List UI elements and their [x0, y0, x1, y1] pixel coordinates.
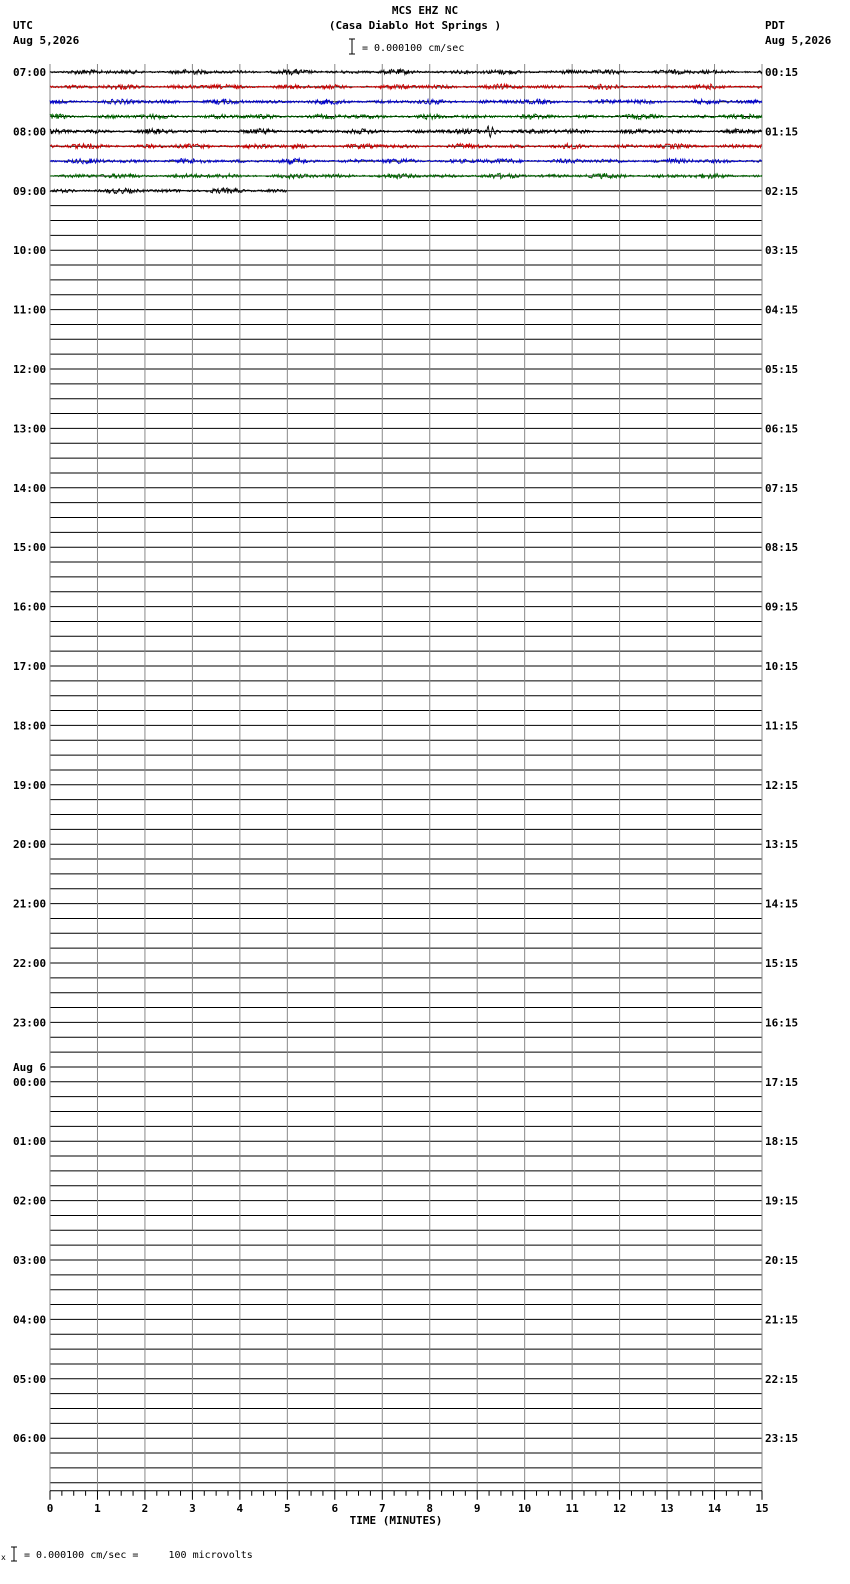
right-date: Aug 5,2026: [765, 34, 832, 47]
pdt-hour-label: 03:15: [765, 244, 799, 258]
station-title: MCS EHZ NC: [391, 4, 459, 17]
x-tick-label: 15: [755, 1501, 769, 1515]
pdt-hour-label: 00:15: [765, 66, 799, 79]
pdt-hour-label: 19:15: [765, 1194, 799, 1208]
utc-hour-label: 07:00: [13, 66, 47, 79]
utc-hour-label: 08:00: [13, 125, 47, 139]
footer-scale-text: = 0.000100 cm/sec = 100 microvolts: [24, 1550, 253, 1561]
utc-hour-label: 17:00: [13, 660, 47, 673]
pdt-hour-label: 17:15: [765, 1075, 799, 1089]
x-axis-label: TIME (MINUTES): [349, 1513, 443, 1527]
utc-hour-label: 23:00: [13, 1016, 47, 1030]
utc-hour-label: 02:00: [13, 1194, 47, 1208]
pdt-hour-label: 21:15: [765, 1313, 799, 1327]
x-tick-label: 6: [331, 1501, 339, 1515]
pdt-hour-label: 14:15: [765, 897, 799, 911]
utc-hour-label: 15:00: [13, 541, 47, 555]
x-tick-label: 7: [378, 1501, 386, 1515]
trace-row-8: [50, 188, 287, 194]
x-tick-label: 2: [141, 1501, 149, 1515]
x-tick-label: 8: [426, 1501, 434, 1515]
footer-scale-icon: [11, 1547, 17, 1561]
pdt-hour-label: 23:15: [765, 1432, 799, 1446]
x-tick-label: 14: [707, 1501, 722, 1515]
x-tick-label: 4: [236, 1501, 244, 1515]
date-change-label: Aug 6: [13, 1060, 47, 1074]
pdt-hour-label: 02:15: [765, 184, 799, 198]
pdt-hour-label: 16:15: [765, 1016, 799, 1030]
utc-hour-label: 11:00: [13, 303, 47, 317]
utc-hour-label: 14:00: [13, 481, 47, 495]
trace-row-6: [50, 158, 762, 163]
utc-hour-label: 19:00: [13, 778, 47, 792]
pdt-hour-label: 05:15: [765, 363, 799, 376]
pdt-hour-label: 18:15: [765, 1135, 799, 1149]
utc-hour-label: 12:00: [13, 363, 47, 376]
scale-bar-icon: [349, 39, 355, 54]
pdt-hour-label: 11:15: [765, 719, 799, 733]
x-tick-label: 12: [612, 1501, 627, 1515]
pdt-hour-label: 08:15: [765, 541, 799, 555]
utc-hour-label: 05:00: [13, 1372, 47, 1386]
pdt-hour-label: 01:15: [765, 125, 799, 139]
left-timezone: UTC: [13, 19, 33, 32]
pdt-hour-label: 09:15: [765, 600, 799, 614]
utc-hour-label: 09:00: [13, 184, 47, 198]
pdt-hour-label: 07:15: [765, 481, 799, 495]
x-tick-label: 10: [518, 1501, 532, 1515]
x-tick-label: 5: [284, 1501, 291, 1515]
x-tick-label: 0: [46, 1501, 54, 1515]
pdt-hour-label: 12:15: [765, 778, 799, 792]
utc-hour-label: 16:00: [13, 600, 47, 614]
x-tick-label: 11: [565, 1501, 579, 1515]
x-tick-label: 3: [189, 1501, 196, 1515]
scale-text: = 0.000100 cm/sec: [362, 43, 465, 54]
right-timezone: PDT: [765, 19, 785, 32]
footer-scale-prefix: x: [1, 1553, 6, 1562]
utc-hour-label: 10:00: [13, 244, 47, 258]
pdt-hour-label: 22:15: [765, 1372, 799, 1386]
utc-hour-label: 22:00: [13, 957, 47, 970]
utc-hour-label: 21:00: [13, 897, 47, 911]
pdt-hour-label: 15:15: [765, 957, 799, 970]
utc-hour-label: 01:00: [13, 1135, 47, 1149]
pdt-hour-label: 06:15: [765, 422, 799, 436]
pdt-hour-label: 20:15: [765, 1254, 799, 1267]
utc-hour-label: 04:00: [13, 1313, 47, 1327]
pdt-hour-label: 10:15: [765, 660, 799, 673]
pdt-hour-label: 13:15: [765, 838, 799, 852]
utc-hour-label: 00:00: [13, 1075, 47, 1089]
x-tick-label: 13: [660, 1501, 674, 1515]
pdt-hour-label: 04:15: [765, 303, 799, 317]
station-location: (Casa Diablo Hot Springs ): [328, 19, 502, 32]
trace-row-4: [50, 126, 762, 137]
utc-hour-label: 18:00: [13, 719, 47, 733]
utc-hour-label: 20:00: [13, 838, 47, 852]
utc-hour-label: 03:00: [13, 1254, 47, 1267]
x-tick-label: 9: [473, 1501, 481, 1515]
utc-hour-label: 06:00: [13, 1432, 47, 1446]
left-date: Aug 5,2026: [13, 34, 80, 47]
utc-hour-label: 13:00: [13, 422, 47, 436]
x-tick-label: 1: [94, 1501, 101, 1515]
